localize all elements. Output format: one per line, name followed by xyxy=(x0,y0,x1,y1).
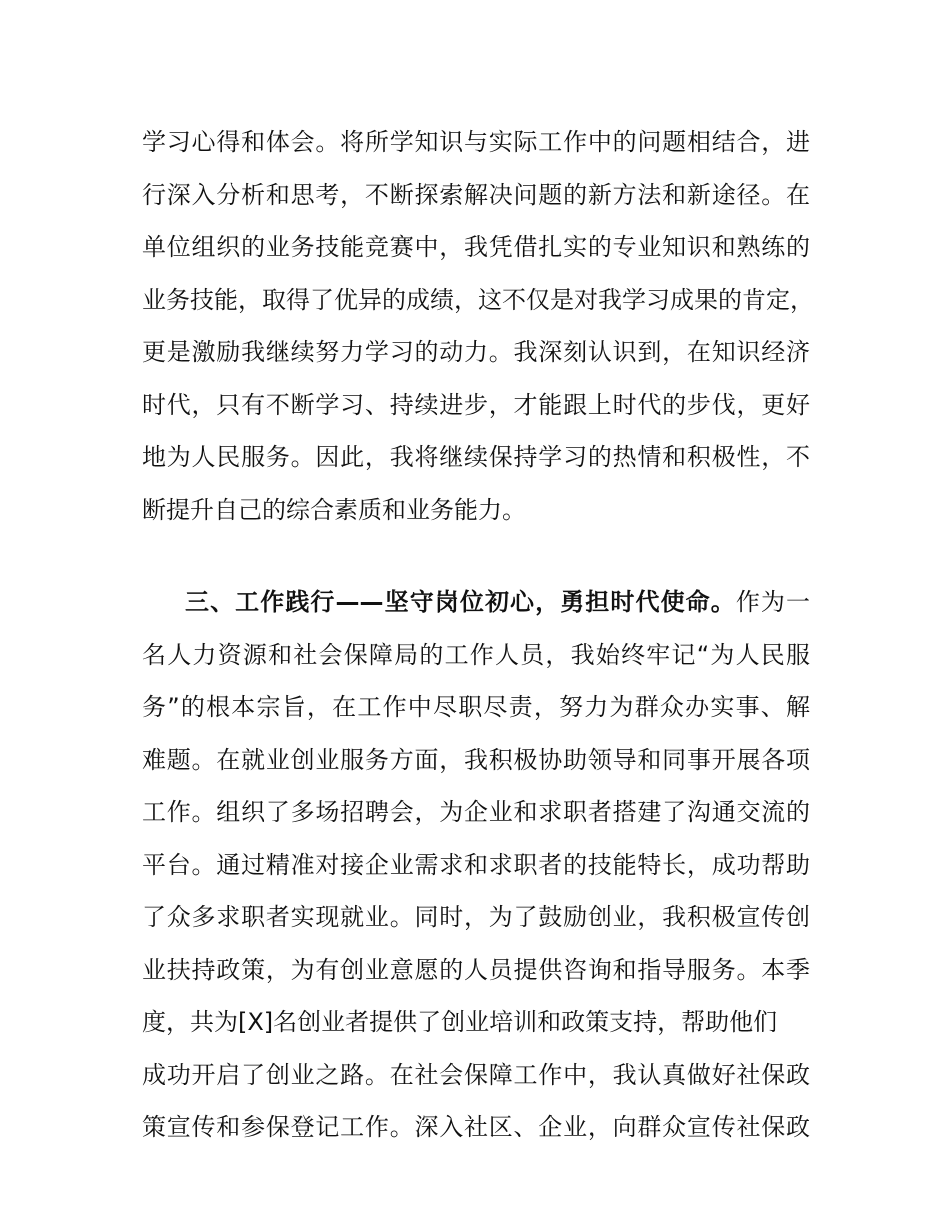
text-line: 成功开启了创业之路。在社会保障工作中，我认真做好社保政 xyxy=(142,1060,810,1089)
text-line: 工作。组织了多场招聘会，为企业和求职者搭建了沟通交流的 xyxy=(142,798,810,826)
text-line: 务”的根本宗旨，在工作中尽职尽责，努力为群众办实事、解 xyxy=(142,693,810,721)
paragraph-work-practice xyxy=(142,576,810,1154)
text-line: 策宣传和参保登记工作。深入社区、企业，向群众宣传社保政 xyxy=(142,1113,810,1141)
text-line: 断提升自己的综合素质和业务能力。 xyxy=(142,495,526,524)
text-line: 时代，只有不断学习、持续进步，才能跟上时代的步伐，更好 xyxy=(142,390,810,419)
text-line: 平台。通过精准对接企业需求和求职者的技能特长，成功帮助 xyxy=(142,850,810,879)
text-line: 单位组织的业务技能竞赛中，我凭借扎实的专业知识和熟练的 xyxy=(142,233,810,261)
text-line: 难题。在就业创业服务方面，我积极协助领导和同事开展各项 xyxy=(142,745,810,774)
text-line: 学习心得和体会。将所学知识与实际工作中的问题相结合，进 xyxy=(142,128,810,156)
text-line: 名人力资源和社会保障局的工作人员，我始终牢记“为人民服 xyxy=(142,640,810,669)
text-line: 度，共为[X]名创业者提供了创业培训和政策支持，帮助他们 xyxy=(142,1008,778,1036)
text-line: 行深入分析和思考，不断探索解决问题的新方法和新途径。在 xyxy=(142,180,810,209)
paragraph-study-summary xyxy=(142,116,814,536)
text-line: 业扶持政策，为有创业意愿的人员提供咨询和指导服务。本季 xyxy=(142,955,810,984)
first-line xyxy=(142,576,810,629)
text-run: 作为一 xyxy=(735,588,811,616)
text-line: 更是激励我继续努力学习的动力。我深刻认识到，在知识经济 xyxy=(142,338,810,366)
text-line: 了众多求职者实现就业。同时，为了鼓励创业，我积极宣传创 xyxy=(142,903,810,931)
section-heading: 三、工作践行——坚守岗位初心，勇担时代使命。 xyxy=(185,588,736,616)
text-line: 地为人民服务。因此，我将继续保持学习的热情和积极性，不 xyxy=(142,443,810,471)
text-line: 业务技能，取得了优异的成绩，这不仅是对我学习成果的肯定， xyxy=(142,285,814,314)
